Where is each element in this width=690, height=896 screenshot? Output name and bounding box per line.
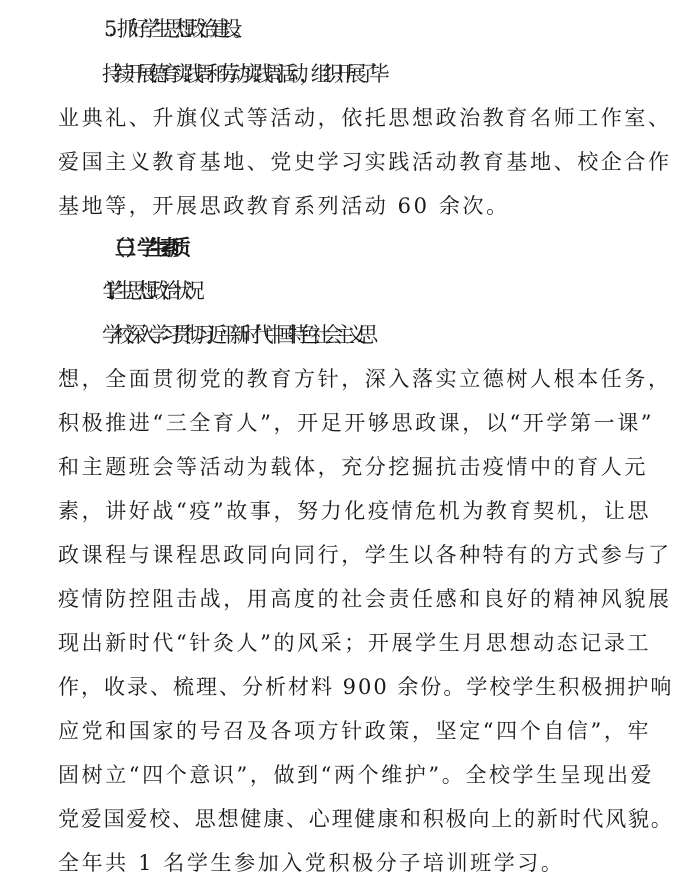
paragraph-line: 全年共 1 名学生参加入党积极分子培训班学习。 [58,851,565,875]
paragraph-line: 积极推进“三全育人”，开足开够思政课，以“开学第一课” [58,411,655,435]
subsection-heading: 1. 学生思想政治状况 [104,279,196,303]
paragraph-line: 爱国主义教育基地、党史学习实践活动教育基地、校企合作 [58,150,672,174]
paragraph-line: 政课程与课程思政同向同行，学生以各种特有的方式参与了 [58,543,672,567]
paragraph-line: 想，全面贯彻党的教育方针，深入落实立德树人根本任务， [58,367,672,391]
paragraph-line: 固树立“四个意识”，做到“两个维护”。全校学生呈现出爱 [58,763,655,787]
paragraph-line: 和主题班会等活动为载体，充分挖掘抗击疫情中的育人元 [58,455,648,479]
paragraph-line: 学校深入学习贯彻习近平新时代中国特色社会主义思 [102,323,369,347]
paragraph-line: 疫情防控阻击战，用高度的社会责任感和良好的精神风貌展 [58,587,672,611]
section-heading: （三）学生素质 [104,235,181,260]
paragraph-line: 现出新时代“针灸人”的风采；开展学生月思想动态记录工 [58,631,652,655]
paragraph-line: 作，收录、梳理、分析材料 900 余份。学校学生积极拥护响 [58,675,674,699]
paragraph-line: 业典礼、升旗仪式等活动，依托思想政治教育名师工作室、 [58,106,672,130]
paragraph-line: 基地等，开展思政教育系列活动 60 余次。 [58,194,510,218]
section-item-5: 5. 抓好学生思想政治建设。 [104,17,245,41]
paragraph-line: 素，讲好战“疫”故事，努力化疫情危机为教育契机，让思 [58,499,652,523]
paragraph-line: 应党和国家的号召及各项方针政策，坚定“四个自信”，牢 [58,719,652,743]
paragraph-line: 持续开展德育实践周和劳动实践周活动，组织开展了毕 [102,62,381,86]
paragraph-line: 党爱国爱校、思想健康、心理健康和积极向上的新时代风貌。 [58,807,674,831]
